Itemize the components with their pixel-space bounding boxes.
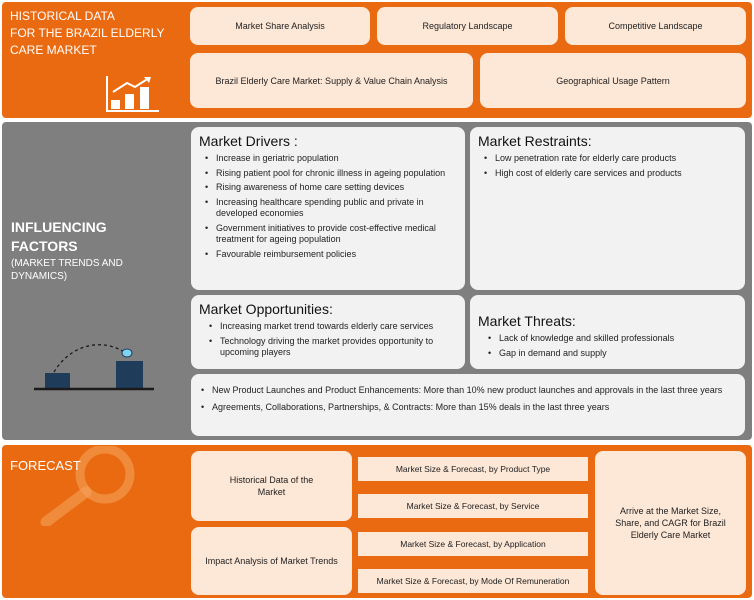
market-opportunities-title: Market Opportunities:: [199, 301, 333, 317]
influencing-title: INFLUENCING FACTORS: [11, 219, 107, 254]
opportunity-item: • Technology driving the market provides opportunity to upcoming players: [209, 336, 457, 359]
forecast-service-box: Market Size & Forecast, by Service: [358, 494, 588, 518]
market-restraints-card: [470, 127, 745, 290]
market-threats-card: [470, 295, 745, 369]
driver-item: • Government initiatives to provide cost-effective medical treatment for ageing population: [205, 223, 457, 246]
threat-item: • Lack of knowledge and skilled professionals: [488, 333, 737, 345]
development-item: • New Product Launches and Product Enhancements: More than 10% new product launches and approvals in the last three years: [201, 385, 737, 397]
market-share-analysis-box: Market Share Analysis: [190, 7, 370, 45]
historical-title: HISTORICAL DATA FOR THE BRAZIL ELDERLY CARE MARKET: [10, 9, 165, 57]
opportunity-item: • Increasing market trend towards elderly care services: [209, 321, 457, 333]
developments-card: [191, 374, 745, 436]
forecast-application-box: Market Size & Forecast, by Application: [358, 532, 588, 556]
growth-chart-icon: [103, 74, 163, 114]
supply-value-chain-box: Brazil Elderly Care Market: Supply & Value Chain Analysis: [190, 53, 473, 108]
driver-item: • Increase in geriatric population: [205, 153, 457, 165]
regulatory-landscape-box: Regulatory Landscape: [377, 7, 558, 45]
market-drivers-card: [191, 127, 465, 290]
driver-item: • Rising awareness of home care setting devices: [205, 182, 457, 194]
forecast-product-type-box: Market Size & Forecast, by Product Type: [358, 457, 588, 481]
historical-data-box: Historical Data of the Market: [191, 451, 352, 521]
competitive-landscape-box: Competitive Landscape: [565, 7, 746, 45]
market-drivers-title: Market Drivers :: [199, 133, 298, 149]
impact-analysis-box: Impact Analysis of Market Trends: [191, 527, 352, 595]
bounce-steps-icon: [34, 338, 158, 394]
forecast-title: FORECAST: [10, 458, 81, 473]
development-item: • Agreements, Collaborations, Partnerships, & Contracts: More than 15% deals in the last three years: [201, 402, 737, 414]
geographical-usage-box: Geographical Usage Pattern: [480, 53, 746, 108]
restraint-item: • High cost of elderly care services and products: [484, 168, 737, 180]
market-threats-title: Market Threats:: [478, 313, 576, 329]
market-opportunities-card: [191, 295, 465, 369]
driver-item: • Rising patient pool for chronic illness in ageing population: [205, 168, 457, 180]
forecast-remuneration-box: Market Size & Forecast, by Mode Of Remuneration: [358, 569, 588, 593]
driver-item: • Increasing healthcare spending public and private in developed economies: [205, 197, 457, 220]
threat-item: • Gap in demand and supply: [488, 348, 737, 360]
market-restraints-title: Market Restraints:: [478, 133, 592, 149]
restraint-item: • Low penetration rate for elderly care products: [484, 153, 737, 165]
market-size-result-box: Arrive at the Market Size, Share, and CAGR for Brazil Elderly Care Market: [595, 451, 746, 595]
influencing-subtitle: (MARKET TRENDS AND DYNAMICS): [11, 258, 123, 282]
driver-item: • Favourable reimbursement policies: [205, 249, 457, 261]
